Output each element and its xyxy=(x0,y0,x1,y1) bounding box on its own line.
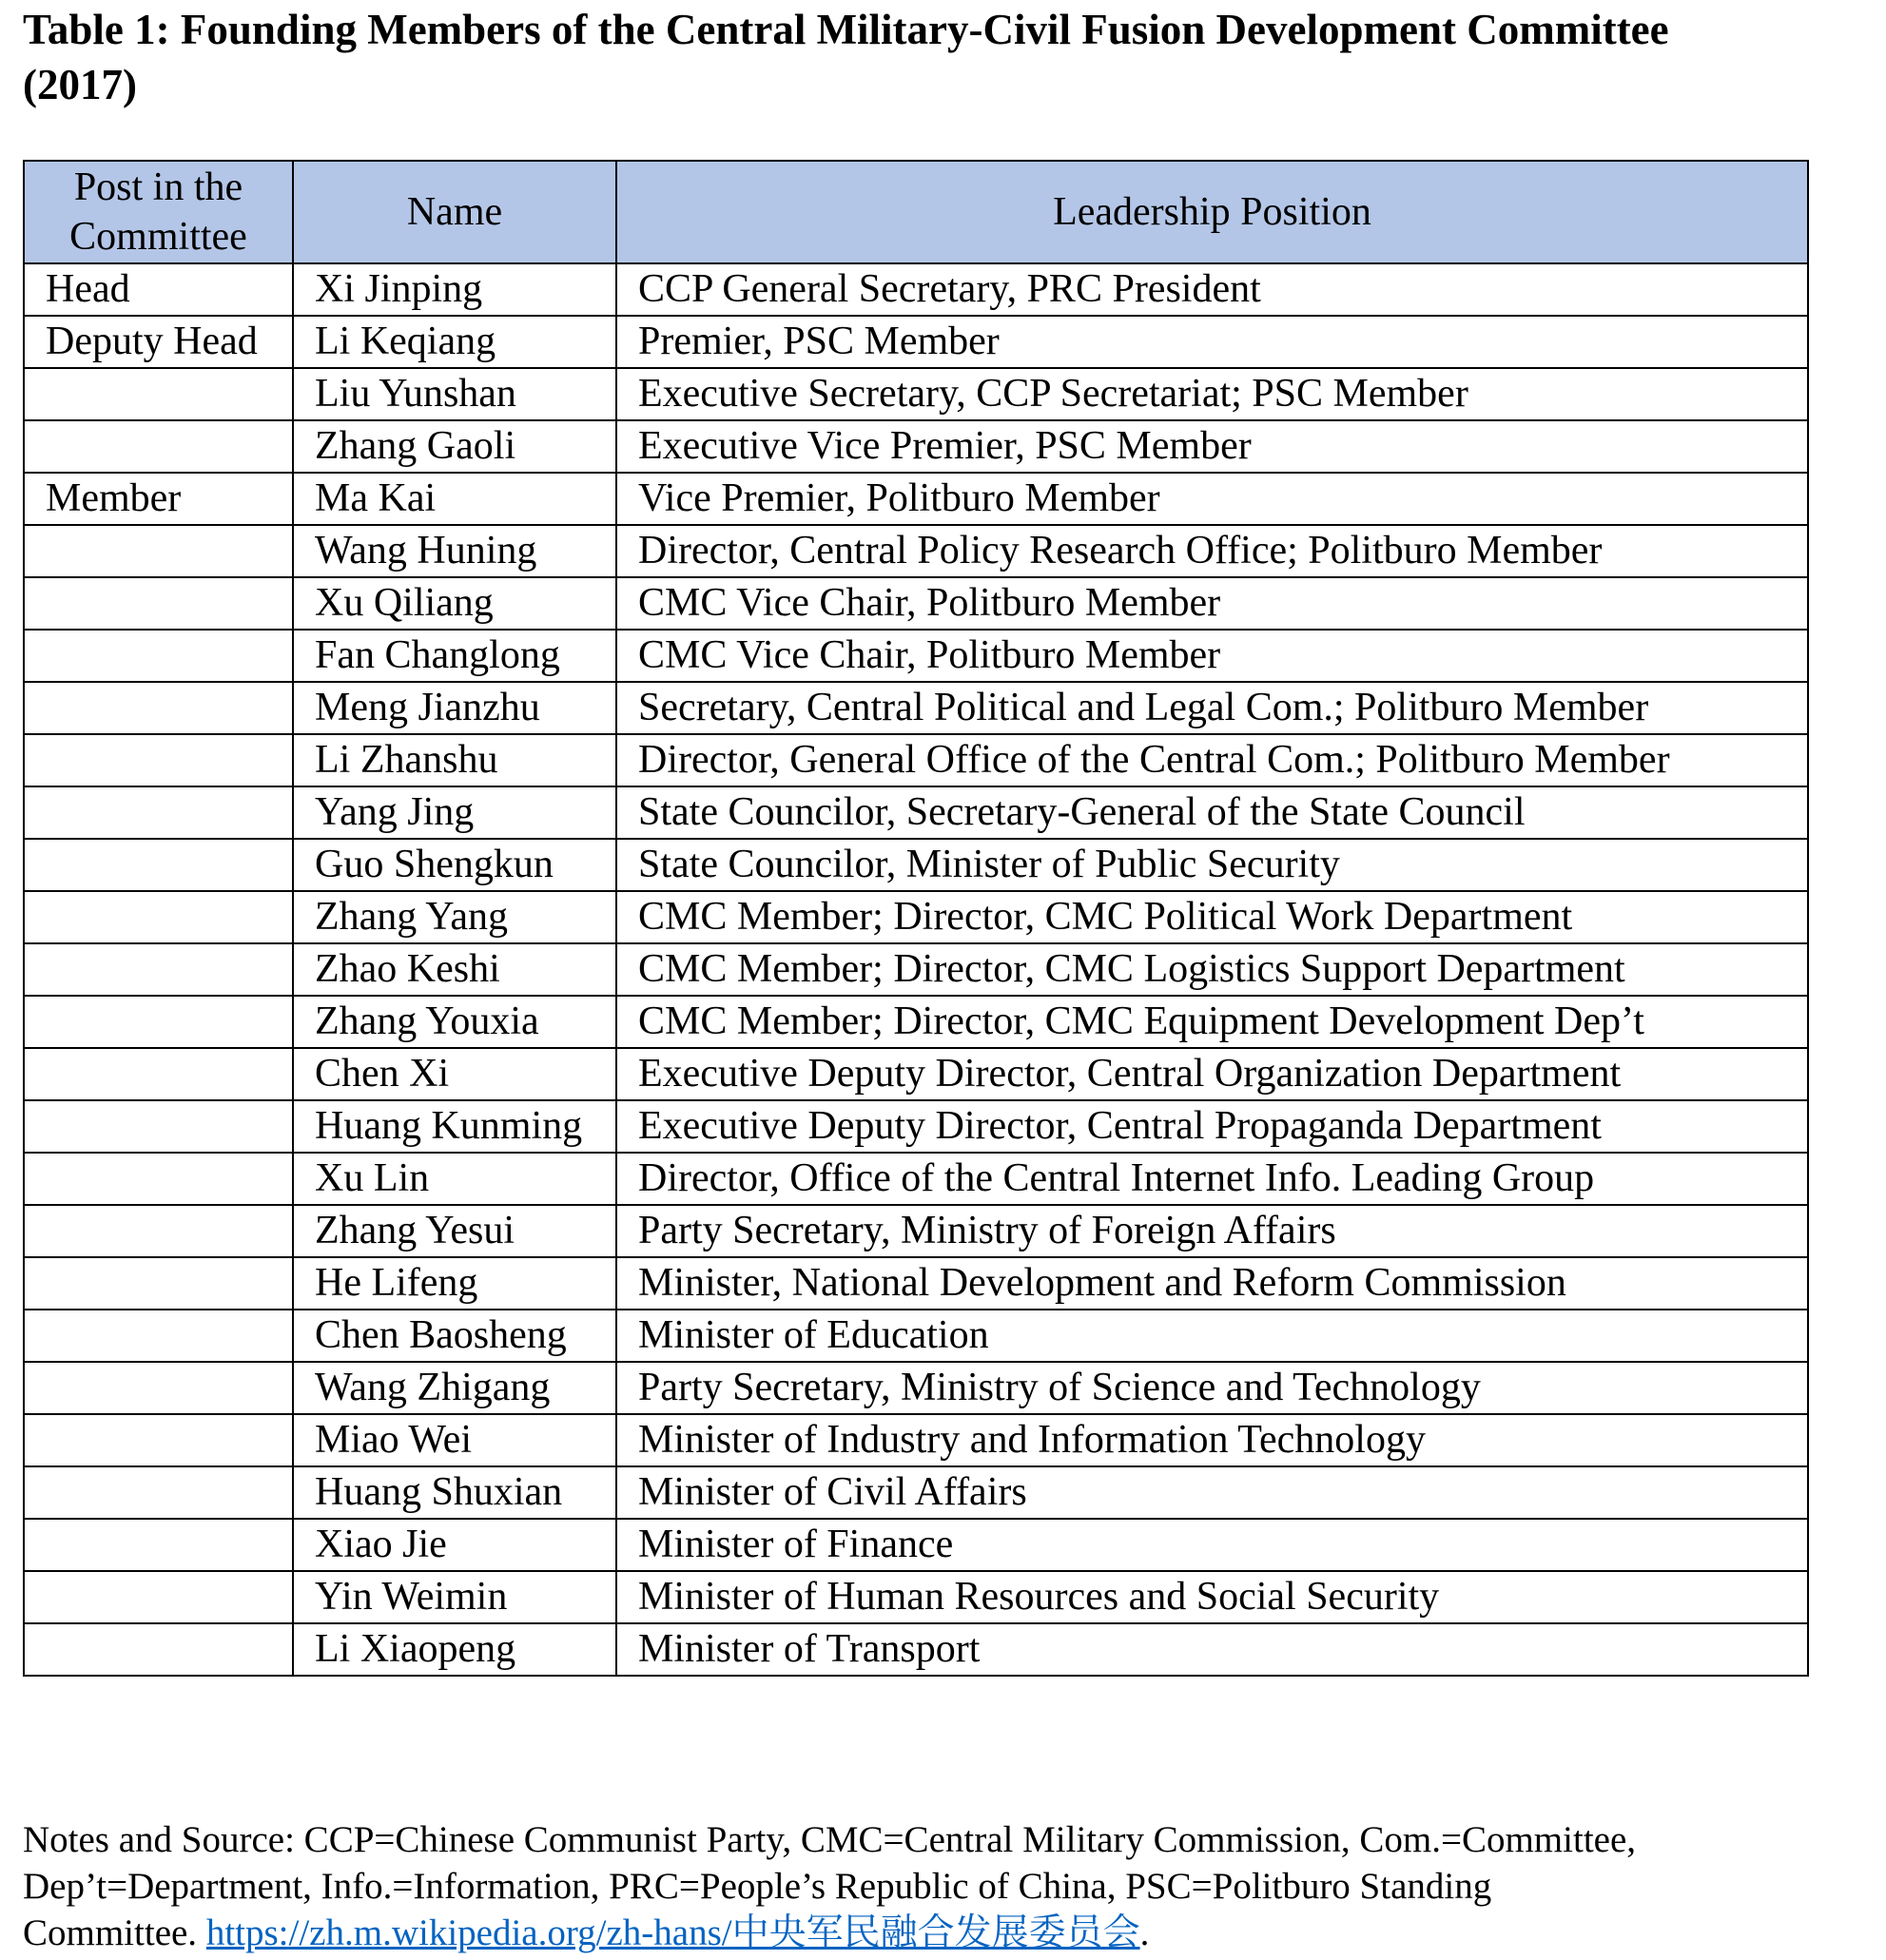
cell-position: Executive Deputy Director, Central Organization Department xyxy=(616,1048,1808,1100)
cell-post: Member xyxy=(24,473,293,525)
header-post: Post in the Committee xyxy=(24,161,293,263)
cell-position: Minister of Human Resources and Social Security xyxy=(616,1571,1808,1623)
table-row xyxy=(24,1623,1808,1676)
header-row xyxy=(24,161,1808,263)
cell-post xyxy=(24,786,293,839)
cell-post xyxy=(24,525,293,577)
table-caption xyxy=(23,0,1868,112)
cell-name: Xu Qiliang xyxy=(293,577,616,630)
cell-position: Minister of Education xyxy=(616,1310,1808,1362)
cell-name: Li Keqiang xyxy=(293,316,616,368)
cell-name: Ma Kai xyxy=(293,473,616,525)
cell-name: Wang Zhigang xyxy=(293,1362,616,1414)
cell-post xyxy=(24,420,293,473)
cell-position: Secretary, Central Political and Legal Com.; Politburo Member xyxy=(616,682,1808,734)
members-table xyxy=(23,160,1809,1677)
cell-name: Li Xiaopeng xyxy=(293,1623,616,1676)
table-row xyxy=(24,839,1808,891)
table-row xyxy=(24,1153,1808,1205)
cell-name: Zhang Yesui xyxy=(293,1205,616,1257)
header-name: Name xyxy=(293,161,616,263)
cell-position: State Councilor, Minister of Public Security xyxy=(616,839,1808,891)
cell-name: Chen Baosheng xyxy=(293,1310,616,1362)
cell-name: Zhang Yang xyxy=(293,891,616,943)
cell-position: CMC Vice Chair, Politburo Member xyxy=(616,577,1808,630)
cell-name: Zhang Gaoli xyxy=(293,420,616,473)
cell-name: Zhao Keshi xyxy=(293,943,616,996)
table-row xyxy=(24,1466,1808,1519)
cell-position: Minister of Industry and Information Technology xyxy=(616,1414,1808,1466)
notes-line1: Notes and Source: CCP=Chinese Communist Party, CMC=Central Military Commission, Com.=Committee, xyxy=(23,1819,1637,1860)
cell-name: Huang Shuxian xyxy=(293,1466,616,1519)
cell-position: Director, Central Policy Research Office; Politburo Member xyxy=(616,525,1808,577)
cell-post xyxy=(24,891,293,943)
cell-post xyxy=(24,1466,293,1519)
cell-post xyxy=(24,1205,293,1257)
cell-name: Yang Jing xyxy=(293,786,616,839)
table-row xyxy=(24,891,1808,943)
table-row xyxy=(24,577,1808,630)
table-header xyxy=(24,161,1808,263)
cell-post xyxy=(24,996,293,1048)
cell-position: CMC Vice Chair, Politburo Member xyxy=(616,630,1808,682)
cell-name: Meng Jianzhu xyxy=(293,682,616,734)
table-row xyxy=(24,1100,1808,1153)
cell-name: Chen Xi xyxy=(293,1048,616,1100)
cell-name: Xiao Jie xyxy=(293,1519,616,1571)
document xyxy=(23,0,1868,1953)
cell-position: CMC Member; Director, CMC Political Work Department xyxy=(616,891,1808,943)
cell-post xyxy=(24,577,293,630)
cell-name: Miao Wei xyxy=(293,1414,616,1466)
cell-name: Liu Yunshan xyxy=(293,368,616,420)
cell-post xyxy=(24,1362,293,1414)
notes-line3-prefix: Committee. xyxy=(23,1912,206,1953)
header-position: Leadership Position xyxy=(616,161,1808,263)
table-row xyxy=(24,1048,1808,1100)
cell-post xyxy=(24,630,293,682)
cell-position: Premier, PSC Member xyxy=(616,316,1808,368)
cell-position: Party Secretary, Ministry of Science and Technology xyxy=(616,1362,1808,1414)
cell-post xyxy=(24,1100,293,1153)
table-row xyxy=(24,1257,1808,1310)
cell-post xyxy=(24,1623,293,1676)
table-body xyxy=(24,263,1808,1676)
cell-post: Deputy Head xyxy=(24,316,293,368)
notes-line2: Dep’t=Department, Info.=Information, PRC=People’s Republic of China, PSC=Politburo Standing xyxy=(23,1866,1492,1907)
cell-name: Li Zhanshu xyxy=(293,734,616,786)
table-row xyxy=(24,473,1808,525)
cell-position: Minister of Transport xyxy=(616,1623,1808,1676)
cell-name: Fan Changlong xyxy=(293,630,616,682)
notes-and-source xyxy=(23,1816,1868,1956)
cell-post xyxy=(24,1257,293,1310)
table-row xyxy=(24,734,1808,786)
table-row xyxy=(24,1362,1808,1414)
table-row xyxy=(24,996,1808,1048)
table-row xyxy=(24,1571,1808,1623)
cell-post xyxy=(24,839,293,891)
cell-position: CMC Member; Director, CMC Equipment Development Dep’t xyxy=(616,996,1808,1048)
table-row xyxy=(24,786,1808,839)
table-row xyxy=(24,368,1808,420)
cell-position: Party Secretary, Ministry of Foreign Affairs xyxy=(616,1205,1808,1257)
cell-post xyxy=(24,1153,293,1205)
source-link[interactable]: https://zh.m.wikipedia.org/zh-hans/中央军民融合发展委员会 xyxy=(205,1912,1140,1953)
cell-position: State Councilor, Secretary-General of the State Council xyxy=(616,786,1808,839)
table-row xyxy=(24,1205,1808,1257)
cell-position: Executive Vice Premier, PSC Member xyxy=(616,420,1808,473)
table-caption-line1: Table 1: Founding Members of the Central Military-Civil Fusion Development Committee xyxy=(23,6,1669,53)
notes-suffix: . xyxy=(1139,1912,1150,1953)
cell-name: Huang Kunming xyxy=(293,1100,616,1153)
cell-post xyxy=(24,1571,293,1623)
cell-position: Vice Premier, Politburo Member xyxy=(616,473,1808,525)
cell-name: Xi Jinping xyxy=(293,263,616,316)
cell-post xyxy=(24,943,293,996)
cell-post xyxy=(24,734,293,786)
table-caption-line2: (2017) xyxy=(23,61,137,108)
cell-name: Yin Weimin xyxy=(293,1571,616,1623)
table-row xyxy=(24,316,1808,368)
cell-name: Guo Shengkun xyxy=(293,839,616,891)
cell-post xyxy=(24,368,293,420)
cell-name: Xu Lin xyxy=(293,1153,616,1205)
cell-position: Director, General Office of the Central Com.; Politburo Member xyxy=(616,734,1808,786)
table-row xyxy=(24,263,1808,316)
cell-post xyxy=(24,682,293,734)
table-row xyxy=(24,1414,1808,1466)
cell-position: Executive Secretary, CCP Secretariat; PSC Member xyxy=(616,368,1808,420)
table-row xyxy=(24,630,1808,682)
cell-position: Director, Office of the Central Internet Info. Leading Group xyxy=(616,1153,1808,1205)
cell-position: Executive Deputy Director, Central Propaganda Department xyxy=(616,1100,1808,1153)
table-row xyxy=(24,682,1808,734)
table-row xyxy=(24,1310,1808,1362)
cell-position: Minister, National Development and Reform Commission xyxy=(616,1257,1808,1310)
table-row xyxy=(24,1519,1808,1571)
cell-post xyxy=(24,1048,293,1100)
cell-post xyxy=(24,1310,293,1362)
cell-name: Wang Huning xyxy=(293,525,616,577)
cell-name: Zhang Youxia xyxy=(293,996,616,1048)
table-row xyxy=(24,420,1808,473)
cell-position: Minister of Finance xyxy=(616,1519,1808,1571)
cell-name: He Lifeng xyxy=(293,1257,616,1310)
cell-post xyxy=(24,1414,293,1466)
table-row xyxy=(24,943,1808,996)
cell-position: CMC Member; Director, CMC Logistics Support Department xyxy=(616,943,1808,996)
cell-position: CCP General Secretary, PRC President xyxy=(616,263,1808,316)
table-row xyxy=(24,525,1808,577)
cell-post xyxy=(24,1519,293,1571)
cell-position: Minister of Civil Affairs xyxy=(616,1466,1808,1519)
cell-post: Head xyxy=(24,263,293,316)
